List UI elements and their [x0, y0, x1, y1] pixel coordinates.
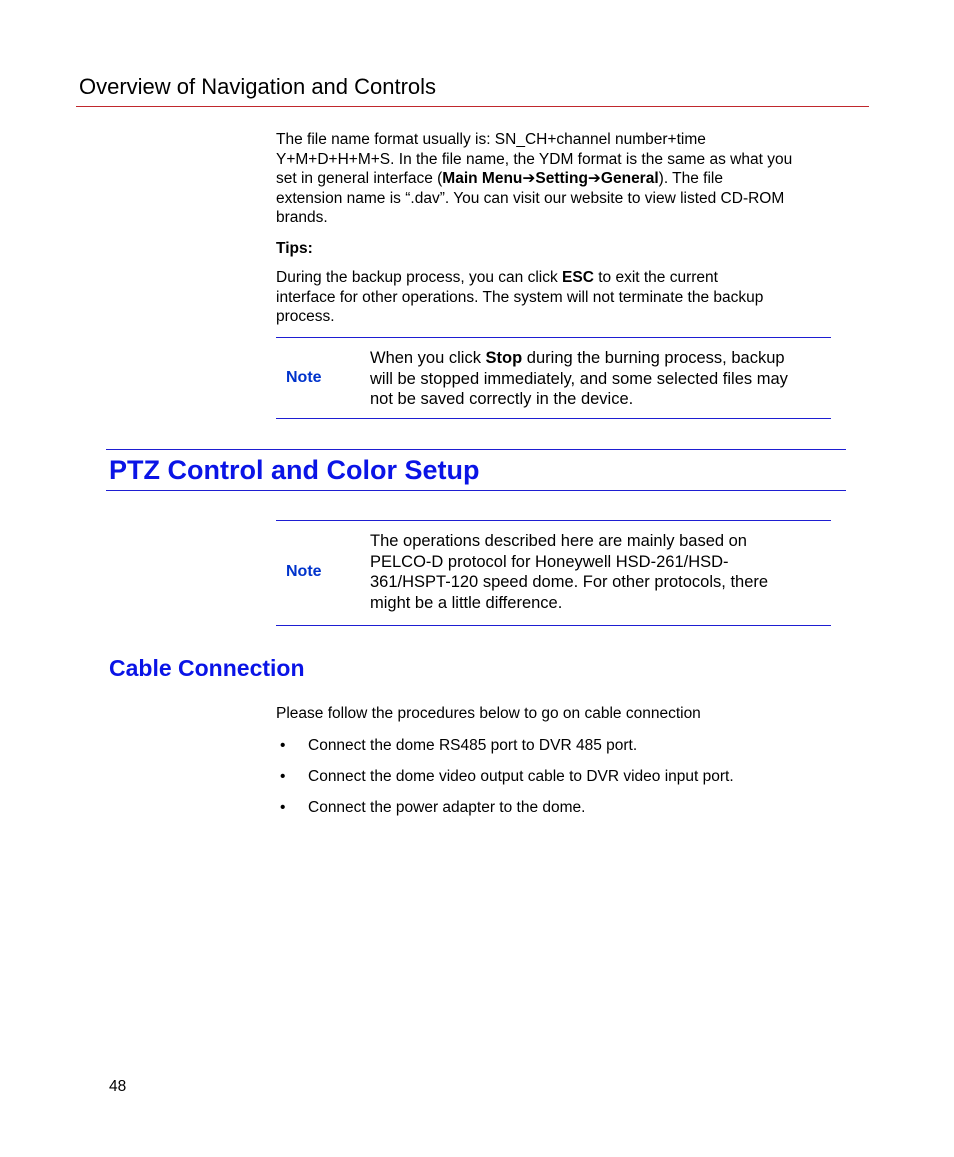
tips-line [276, 268, 848, 288]
subsection-title: Cable Connection [109, 655, 305, 681]
menu-main: Main Menu [442, 170, 523, 187]
note-box-protocol [276, 520, 831, 626]
note-label: Note [286, 563, 322, 580]
arrow-icon: ➔ [522, 170, 536, 187]
section-heading-box [106, 449, 846, 491]
section-title: PTZ Control and Color Setup [109, 455, 480, 485]
intro-line: The file name format usually is: SN_CH+channel number+time [276, 131, 706, 148]
page-header-title: Overview of Navigation and Controls [79, 74, 437, 99]
header-rule [76, 106, 869, 107]
note-fragment: during the burning process, backup [522, 349, 785, 367]
tips-text: to exit the current [593, 269, 718, 286]
bullet-icon: • [280, 799, 286, 816]
intro-line: Y+M+D+H+M+S. In the file name, the YDM format is the same as what you [276, 150, 793, 168]
note-box-backup [276, 337, 831, 419]
bullet-icon: • [280, 737, 286, 754]
note-line: PELCO-D protocol for Honeywell HSD-261/HSD- [370, 552, 729, 571]
note-text [370, 348, 825, 410]
intro-line [276, 169, 848, 189]
note-line: 361/HSPT-120 speed dome. For other protocols, there [370, 573, 769, 591]
intro-paragraph [276, 130, 848, 228]
note-label: Note [286, 369, 322, 386]
intro-line: extension name is “.dav”. You can visit our website to view listed CD-ROM [276, 189, 785, 207]
list-item: Connect the dome RS485 port to DVR 485 port. [308, 737, 638, 754]
menu-setting: Setting [535, 170, 588, 187]
page-number: 48 [109, 1078, 127, 1095]
cable-intro: Please follow the procedures below to go on cable connection [276, 705, 701, 722]
note-line: will be stopped immediately, and some selected files may [370, 369, 788, 388]
tips-paragraph [276, 268, 848, 327]
bullet-icon: • [280, 768, 286, 785]
menu-general: General [600, 170, 659, 187]
note-line [370, 348, 825, 369]
note-line: The operations described here are mainly based on [370, 532, 747, 550]
note-text [370, 531, 825, 613]
intro-line: brands. [276, 209, 328, 226]
note-fragment: When you click [370, 349, 486, 367]
note-line: might be a little difference. [370, 593, 563, 612]
note-line: not be saved correctly in the device. [370, 390, 634, 408]
list-item: Connect the dome video output cable to DVR video input port. [308, 768, 734, 785]
tips-text: During the backup process, you can click [276, 269, 563, 286]
intro-text: set in general interface ( [276, 170, 443, 187]
esc-key: ESC [562, 269, 594, 286]
intro-text: ). The file [658, 170, 723, 187]
tips-label: Tips: [276, 240, 313, 257]
note-bold: Stop [485, 349, 523, 367]
tips-line: process. [276, 308, 335, 325]
tips-line: interface for other operations. The system will not terminate the backup [276, 288, 764, 306]
arrow-icon: ➔ [587, 170, 601, 187]
list-item: Connect the power adapter to the dome. [308, 799, 586, 816]
